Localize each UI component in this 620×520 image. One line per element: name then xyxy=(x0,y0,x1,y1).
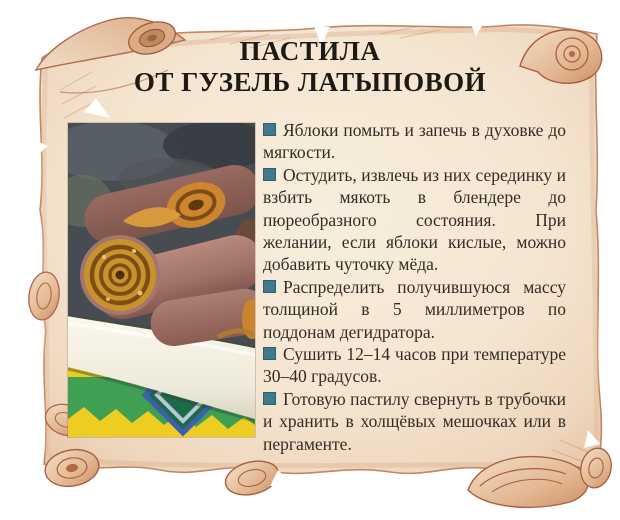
square-bullet-icon xyxy=(263,392,276,405)
recipe-title-line1: ПАСТИЛА xyxy=(239,36,381,66)
square-bullet-icon xyxy=(263,123,276,136)
recipe-step-1-text: Яблоки помыть и запечь в духовке до мягкости. xyxy=(263,120,566,163)
recipe-title xyxy=(60,36,560,98)
recipe-photo xyxy=(68,123,255,437)
recipe-steps xyxy=(263,119,566,455)
recipe-step-3-text: Распределить получившуюся массу толщиной в 5 миллиметров по поддонам дегидратора. xyxy=(263,276,566,342)
recipe-step-5 xyxy=(263,388,566,455)
recipe-step-4 xyxy=(263,343,566,388)
recipe-step-5-text: Готовую пастилу свернуть в трубочки и хранить в холщёвых мешочках или в пергаменте. xyxy=(263,388,566,454)
square-bullet-icon xyxy=(263,280,276,293)
square-bullet-icon xyxy=(263,347,276,360)
recipe-step-2 xyxy=(263,164,566,276)
pastila-rolls-photo-illustration xyxy=(68,123,255,437)
recipe-title-line2: ОТ ГУЗЕЛЬ ЛАТЫПОВОЙ xyxy=(133,67,487,97)
square-bullet-icon xyxy=(263,168,276,181)
recipe-step-3 xyxy=(263,276,566,343)
recipe-step-1 xyxy=(263,119,566,164)
recipe-step-2-text: Остудить, извлечь из них серединку и взбить мякоть в блендере до пюреобразного состояния. При желании, если яблоки кислые, можно добавить чуточку мёда. xyxy=(263,164,566,275)
recipe-step-4-text: Сушить 12–14 часов при температуре 30–40 градусов. xyxy=(263,344,566,387)
